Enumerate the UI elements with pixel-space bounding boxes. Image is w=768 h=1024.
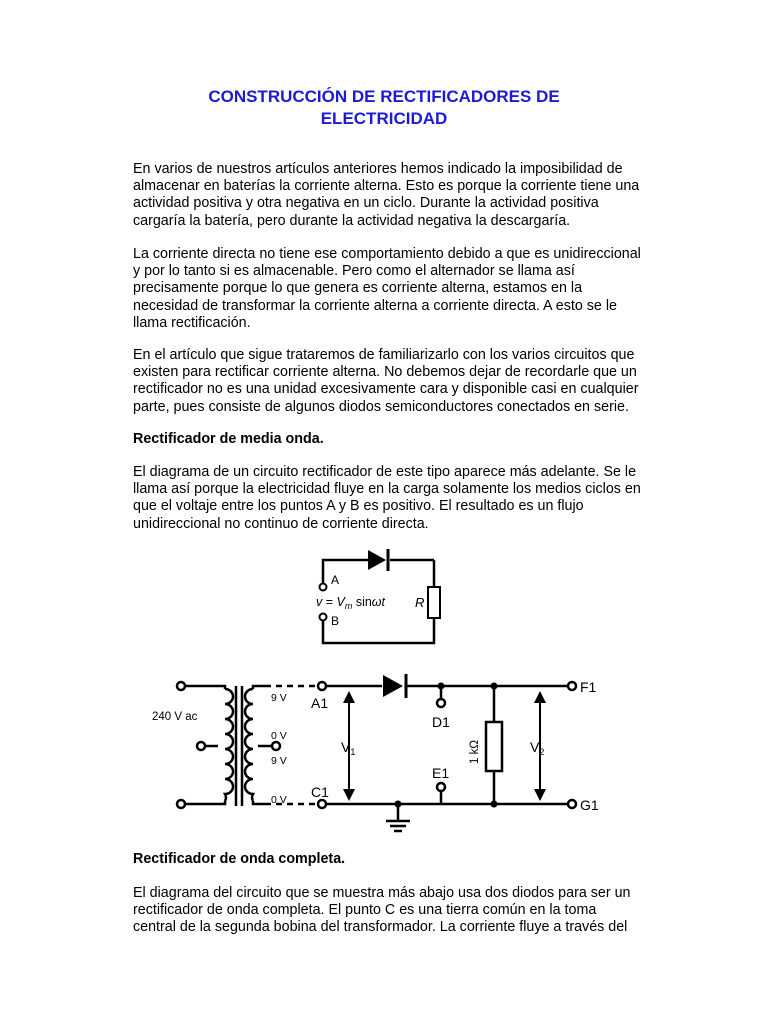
v1-arrow-icon xyxy=(343,691,355,801)
resistor-icon xyxy=(486,722,502,771)
label-v2: $V_2$ xyxy=(530,739,545,757)
paragraph-direct-current: La corriente directa no tiene ese comportamiento debido a que es unidireccional y por lo tanto si es almacenable. Pero como el alternador se llama así precisamente porque lo que genera es corriente alterna, estamos en la necesidad de transformar la corriente alterna a corriente directa. A esto se le llama rectificación. xyxy=(133,246,641,331)
heading-full-wave: Rectificador de onda completa. xyxy=(133,851,346,867)
label-c1: C1 xyxy=(311,784,329,800)
paragraph-full-wave: El diagrama del circuito que se muestra más abajo usa dos diodos para ser un rectificador de onda completa. El punto C es una tierra común en la toma central de la segunda bobina del transformador. La corriente fluye a través del xyxy=(133,885,631,936)
terminal-g1 xyxy=(568,800,576,808)
terminal-primary-top xyxy=(177,682,185,690)
label-g1: G1 xyxy=(580,797,599,813)
label-d1: D1 xyxy=(432,714,450,730)
label-f1: F1 xyxy=(580,679,597,695)
label-0v-mid: 0 V xyxy=(271,730,287,742)
diode-icon xyxy=(383,674,406,698)
heading-half-wave: Rectificador de media onda. xyxy=(133,431,324,447)
label-240v: 240 V ac xyxy=(152,711,198,723)
terminal-a1 xyxy=(318,682,326,690)
paragraph-half-wave: El diagrama de un circuito rectificador de este tipo aparece más adelante. Se le llama así porque la electricidad fluye en la carga solamente los medios ciclos en que el voltaje entre los puntos A y B es positivo. El resultado es un flujo unidireccional no continuo de corriente directa. xyxy=(133,464,641,532)
paragraph-intro: En varios de nuestros artículos anteriores hemos indicado la imposibilidad de almacenar en baterías la corriente alterna. Esto es porque la corriente tiene una actividad positiva y otra negativa en un ciclo. Durante la actividad positiva cargaría la batería, pero durante la actividad negativa la descargaría. xyxy=(133,161,640,229)
paragraph-rectifiers: En el artículo que sigue trataremos de familiarizarlo con los varios circuitos que existen para rectificar corriente alterna. No debemos dejar de recordarle que un rectificador no es una unidad excesivamente cara y disponible casi en cualquier parte, pues consiste de algunos diodos semiconductores conectados en serie. xyxy=(133,347,639,415)
ground-icon xyxy=(386,821,410,831)
terminal-primary-tap xyxy=(197,742,205,750)
label-a: A xyxy=(331,573,340,587)
label-a1: A1 xyxy=(311,695,329,711)
resistor-icon xyxy=(428,587,440,618)
label-9v-top: 9 V xyxy=(271,692,287,704)
label-e1: E1 xyxy=(432,765,450,781)
v2-arrow-icon xyxy=(534,691,546,801)
label-1k: 1 kΩ xyxy=(469,740,481,764)
terminal-f1 xyxy=(568,682,576,690)
label-9v-bot: 9 V xyxy=(271,755,287,767)
formula-text: $v = V_m$ sinωt xyxy=(316,595,386,611)
label-0v-bot: 0 V xyxy=(271,794,287,806)
label-r: R xyxy=(415,595,425,610)
terminal-b xyxy=(320,614,327,621)
label-v1: $V_1$ xyxy=(341,739,356,757)
document-title: CONSTRUCCIÓN DE RECTIFICADORES DE ELECTRICIDAD xyxy=(208,87,560,128)
terminal-secondary-tap xyxy=(272,742,280,750)
terminal-primary-bottom xyxy=(177,800,185,808)
terminal-a xyxy=(320,584,327,591)
terminal-e1 xyxy=(437,783,445,791)
label-b: B xyxy=(331,614,340,628)
terminal-c1 xyxy=(318,800,326,808)
diode-icon xyxy=(368,549,388,571)
terminal-d1 xyxy=(437,699,445,707)
